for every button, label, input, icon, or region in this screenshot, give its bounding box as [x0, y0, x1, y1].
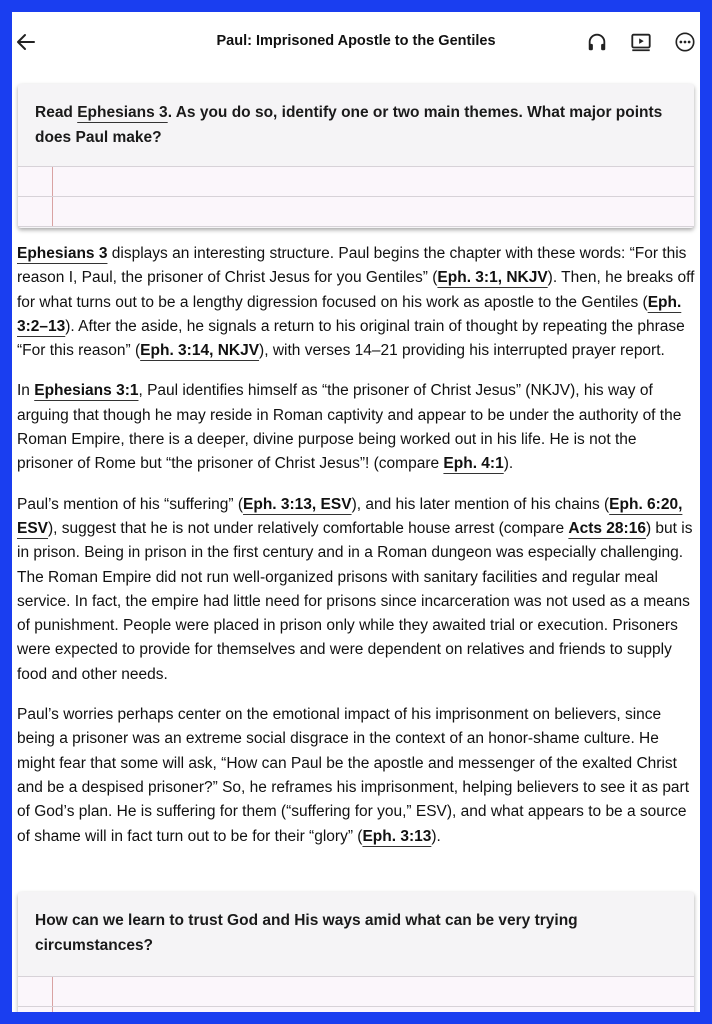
question-1-text: Read Ephesians 3. As you do so, identify one or two main themes. What major points does Paul make?: [35, 104, 663, 146]
video-player-icon[interactable]: [630, 31, 652, 53]
scripture-link[interactable]: Eph. 4:1: [443, 455, 504, 473]
paragraph-text: ).: [431, 827, 441, 845]
paragraph-text: ). After the aside, he signals a return to his original train of thought by repeating the phrase “For this reason” (: [17, 317, 685, 360]
page-title: Paul: Imprisoned Apostle to the Gentiles: [216, 33, 496, 49]
paragraph-text: displays an interesting structure. Paul begins the chapter with these words: “For this reason I, Paul, the prisoner of Christ Jesus for you Gentiles” (: [17, 245, 687, 287]
paragraph-text: ). Then, he breaks off for what turns out to be a lengthy digression focused on his work as apostle to the Gentiles (: [17, 269, 695, 311]
paragraph-text: In: [17, 382, 35, 400]
body-paragraph: [17, 493, 695, 687]
scripture-link[interactable]: Ephesians 3:1: [34, 382, 139, 400]
more-options-icon[interactable]: [674, 31, 696, 53]
body-paragraph: [17, 379, 695, 476]
lesson-screen: [12, 12, 700, 1012]
paragraph-text: , Paul identifies himself as “the prisoner of Christ Jesus” (NKJV), his way of arguing that though he may reside in Roman captivity and appear to be under the authority of the Roman Empire, there is a deeper, divine purpose being worked out in his life. He is not the prisoner of Rome but “the prisoner of Christ Jesus”! (compare: [17, 382, 682, 473]
paragraph-text: ) but is in prison. Being in prison in the first century and in a Roman dungeon was especially challenging. The Roman Empire did not run well-organized prisons with sanitary facilities and regular meal service. In fact, the empire had little need for prisons since incarceration was not used as a means of punishment. People were placed in prison only while they awaited trial or execution. Prisoners were expected to provide for themselves and were dependent on relatives and friends to supply food and other needs.: [17, 519, 693, 683]
answer-notes-field-1[interactable]: [18, 166, 694, 226]
lesson-body: [17, 242, 695, 865]
question-2-text: How can we learn to trust God and His ways amid what can be very trying circumstances?: [35, 912, 578, 954]
body-paragraph: [17, 242, 695, 363]
paragraph-text: Paul’s mention of his “suffering” (: [17, 495, 244, 513]
headphones-icon[interactable]: [586, 31, 608, 53]
question-card-2: [18, 892, 694, 1012]
top-bar: [12, 12, 700, 74]
paragraph-text: ).: [503, 455, 514, 473]
paragraph-text: ), with verses 14–21 providing his interrupted prayer report.: [259, 342, 665, 360]
scripture-link[interactable]: Eph. 6:20, ESV: [17, 495, 683, 537]
scripture-link[interactable]: Acts 28:16: [568, 519, 646, 537]
body-paragraph: [17, 703, 695, 849]
answer-notes-field-2[interactable]: [18, 976, 694, 1012]
scripture-link[interactable]: Eph. 3:2–13: [17, 293, 682, 335]
paragraph-text: ), and his later mention of his chains (: [351, 495, 610, 513]
paragraph-text: ), suggest that he is not under relatively comfortable house arrest (compare: [48, 519, 569, 537]
scripture-link[interactable]: Ephesians 3: [17, 245, 108, 262]
scripture-link[interactable]: Eph. 3:1, NKJV: [437, 269, 548, 287]
paragraph-text: Paul’s worries perhaps center on the emotional impact of his imprisonment on believers, since being a prisoner was an extreme social disgrace in the context of an honor-shame culture. He might fear that some will ask, “How can Paul be the apostle and messenger of the exalted Christ and be a despised prisoner?” So, he reframes his imprisonment, helping believers to see it as part of God’s plan. He is suffering for them (“suffering for you,” ESV), and what appears to be a source of shame will in fact turn out to be for their “glory” (: [17, 706, 690, 845]
scripture-link[interactable]: Eph. 3:13: [362, 827, 432, 845]
question-card-1: [18, 84, 694, 228]
scripture-link[interactable]: Ephesians 3: [77, 104, 168, 121]
scripture-link[interactable]: Eph. 3:13, ESV: [243, 495, 352, 513]
scripture-link[interactable]: Eph. 3:14, NKJV: [140, 342, 260, 360]
